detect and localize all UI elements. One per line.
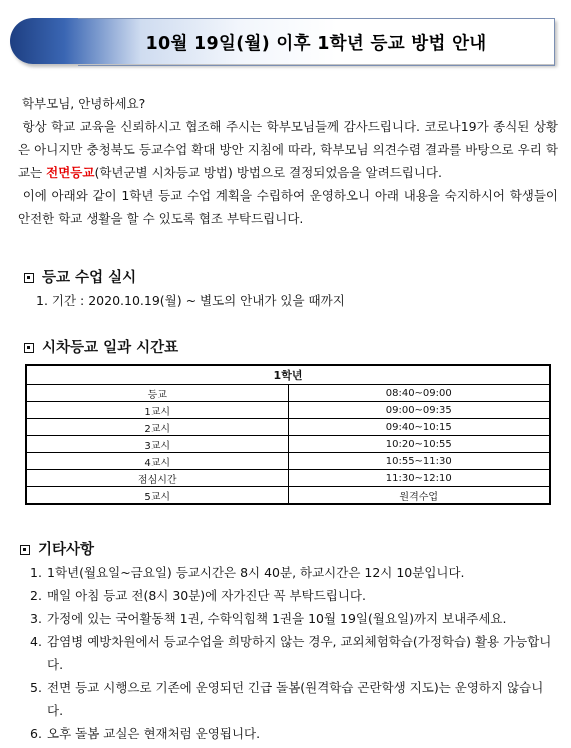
item-text: 전면 등교 시행으로 기존에 운영되던 긴급 돌봄(원격학습 곤란학생 지도)는 운영하지 않습니다. — [47, 680, 544, 718]
section-attendance-title: 등교 수업 실시 — [42, 270, 137, 286]
attendance-period-item: 1. 기간 : 2020.10.19(월) ~ 별도의 안내가 있을 때까지 — [36, 293, 345, 308]
period-label: 5교시 — [26, 487, 288, 505]
square-bullet-icon — [24, 343, 34, 353]
item-number: 6. — [30, 726, 42, 741]
section-schedule-heading — [24, 336, 178, 357]
title-box — [78, 18, 555, 66]
table-row — [26, 402, 550, 419]
table-row — [26, 453, 550, 470]
item-text: 감염병 예방차원에서 등교수업을 희망하지 않는 경우, 교외체험학습(가정학습) 활용 가능합니다. — [47, 634, 552, 672]
item-number: 3. — [30, 611, 42, 626]
list-item — [30, 607, 558, 630]
period-time: 11:30~12:10 — [288, 470, 550, 487]
period-time: 09:00~09:35 — [288, 402, 550, 419]
list-item — [30, 561, 558, 584]
intro-para1-b: (학년군별 시차등교 방법) 방법으로 결정되었음을 알려드립니다. — [94, 165, 442, 180]
section-other-heading — [20, 538, 94, 559]
table-row — [26, 385, 550, 402]
list-item — [30, 722, 558, 745]
item-number: 5. — [30, 680, 42, 695]
intro-para1-a: 항상 학교 교육을 신뢰하시고 협조해 주시는 학부모님들께 감사드립니다. 코로나19가 종식된 상황은 아니지만 충청북도 등교수업 확대 방안 지침에 따라, 학부모님 의견수렴 결과를 바탕으로 우리 학교는 — [18, 119, 558, 180]
greeting — [18, 92, 558, 115]
item-number: 4. — [30, 634, 42, 649]
highlight-full-attendance: 전면등교 — [46, 165, 95, 180]
period-time: 08:40~09:00 — [288, 385, 550, 402]
section-schedule-title: 시차등교 일과 시간표 — [42, 340, 179, 356]
table-row — [26, 419, 550, 436]
period-time: 10:20~10:55 — [288, 436, 550, 453]
period-label: 3교시 — [26, 436, 288, 453]
intro-paragraph-2 — [18, 184, 558, 230]
square-bullet-icon — [24, 273, 34, 283]
list-item — [30, 630, 558, 676]
section-attendance-heading — [24, 266, 136, 287]
item-text: 가정에 있는 국어활동책 1권, 수학익힘책 1권을 10월 19일(월요일)까지 보내주세요. — [47, 611, 507, 626]
item-text: 오후 돌봄 교실은 현재처럼 운영됩니다. — [47, 726, 261, 741]
period-label: 1교시 — [26, 402, 288, 419]
schedule-table — [25, 364, 551, 505]
period-time: 원격수업 — [288, 487, 550, 505]
item-text: 매일 아침 등교 전(8시 30분)에 자가진단 꼭 부탁드립니다. — [47, 588, 366, 603]
intro-section — [18, 92, 558, 230]
table-header-grade: 1학년 — [26, 365, 550, 385]
table-header-row — [26, 365, 550, 385]
other-items-list — [30, 561, 558, 745]
item-text: 1학년(월요일~금요일) 등교시간은 8시 40분, 하교시간은 12시 10분입니다. — [47, 565, 465, 580]
list-item — [30, 584, 558, 607]
section-other-title: 기타사항 — [38, 542, 95, 558]
square-bullet-icon — [20, 545, 30, 555]
period-label: 4교시 — [26, 453, 288, 470]
table-row — [26, 487, 550, 505]
period-time: 10:55~11:30 — [288, 453, 550, 470]
item-number: 2. — [30, 588, 42, 603]
intro-paragraph-1 — [18, 115, 558, 184]
period-label: 2교시 — [26, 419, 288, 436]
table-row — [26, 470, 550, 487]
period-time: 09:40~10:15 — [288, 419, 550, 436]
intro-para2-text: 이에 아래와 같이 1학년 등교 수업 계획을 수립하여 운영하오니 아래 내용을 숙지하시어 학생들이 안전한 학교 생활을 할 수 있도록 협조 부탁드립니다. — [18, 188, 558, 226]
greeting-text: 학부모님, 안녕하세요? — [21, 96, 146, 111]
list-item — [30, 676, 558, 722]
period-label: 등교 — [26, 385, 288, 402]
title-banner — [10, 18, 555, 64]
item-number: 1. — [30, 565, 42, 580]
period-label: 점심시간 — [26, 470, 288, 487]
page-title: 10월 19일(월) 이후 1학년 등교 방법 안내 — [145, 33, 487, 54]
table-row — [26, 436, 550, 453]
